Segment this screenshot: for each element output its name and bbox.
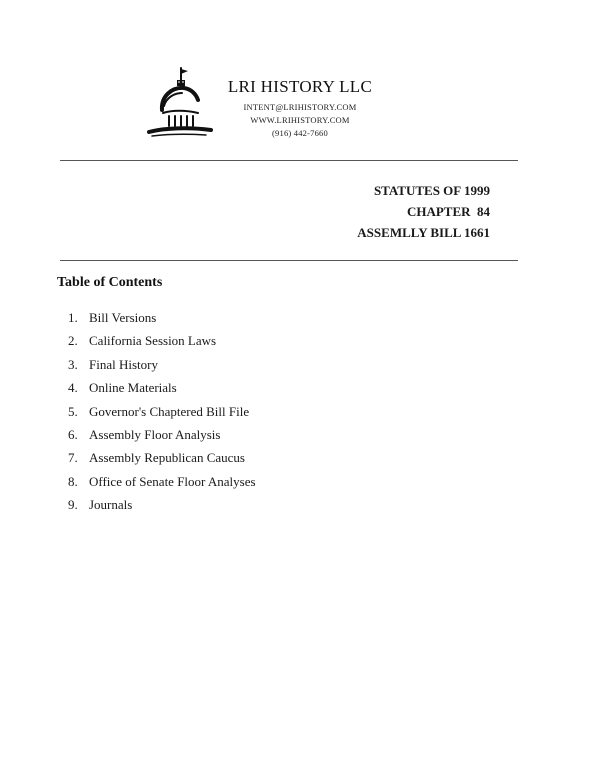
toc-item	[68, 423, 256, 446]
statute-block	[357, 180, 490, 243]
toc-item-label: Assembly Republican Caucus	[89, 450, 245, 466]
toc-item-label: Assembly Floor Analysis	[89, 427, 221, 443]
toc-item-number: 2.	[68, 333, 78, 349]
toc-item-number: 3.	[68, 356, 78, 372]
toc-item-label: Journals	[89, 497, 133, 513]
bottom-divider	[60, 260, 518, 261]
toc-item-number: 1.	[68, 310, 78, 325]
company-phone: (916) 442-7660	[272, 128, 328, 138]
toc-item-label: Bill Versions	[89, 310, 157, 325]
toc-item	[68, 446, 256, 469]
toc-item-number: 5.	[68, 403, 78, 419]
toc-item	[68, 376, 256, 399]
toc-item	[68, 470, 256, 493]
company-name: LRI HISTORY LLC	[227, 77, 373, 96]
toc-item-label: Governor's Chaptered Bill File	[89, 403, 250, 419]
toc-item-label: Final History	[89, 356, 158, 372]
toc-item-label: California Session Laws	[89, 333, 217, 349]
toc-item-number: 9.	[68, 497, 78, 513]
toc-item	[68, 306, 256, 329]
toc-item-number: 8.	[68, 473, 78, 489]
toc-item-number: 4.	[68, 380, 78, 396]
toc-item	[68, 400, 256, 423]
toc-item-number: 6.	[68, 427, 78, 443]
company-block	[200, 76, 400, 140]
toc-item	[68, 353, 256, 376]
toc-item-label: Online Materials	[89, 380, 177, 396]
toc-item-label: Office of Senate Floor Analyses	[89, 473, 256, 489]
company-website: WWW.LRIHISTORY.COM	[250, 115, 350, 125]
bill-line: ASSEMLLY BILL 1661	[357, 225, 490, 240]
toc-item	[68, 329, 256, 352]
chapter-line: CHAPTER 84	[406, 204, 490, 219]
top-divider	[60, 160, 518, 161]
toc-item-number: 7.	[68, 450, 78, 466]
toc-item	[68, 493, 256, 516]
toc-heading: Table of Contents	[57, 275, 163, 290]
company-email: INTENT@LRIHISTORY.COM	[243, 102, 357, 112]
toc-list	[68, 306, 256, 517]
statutes-line: STATUTES OF 1999	[373, 183, 490, 198]
